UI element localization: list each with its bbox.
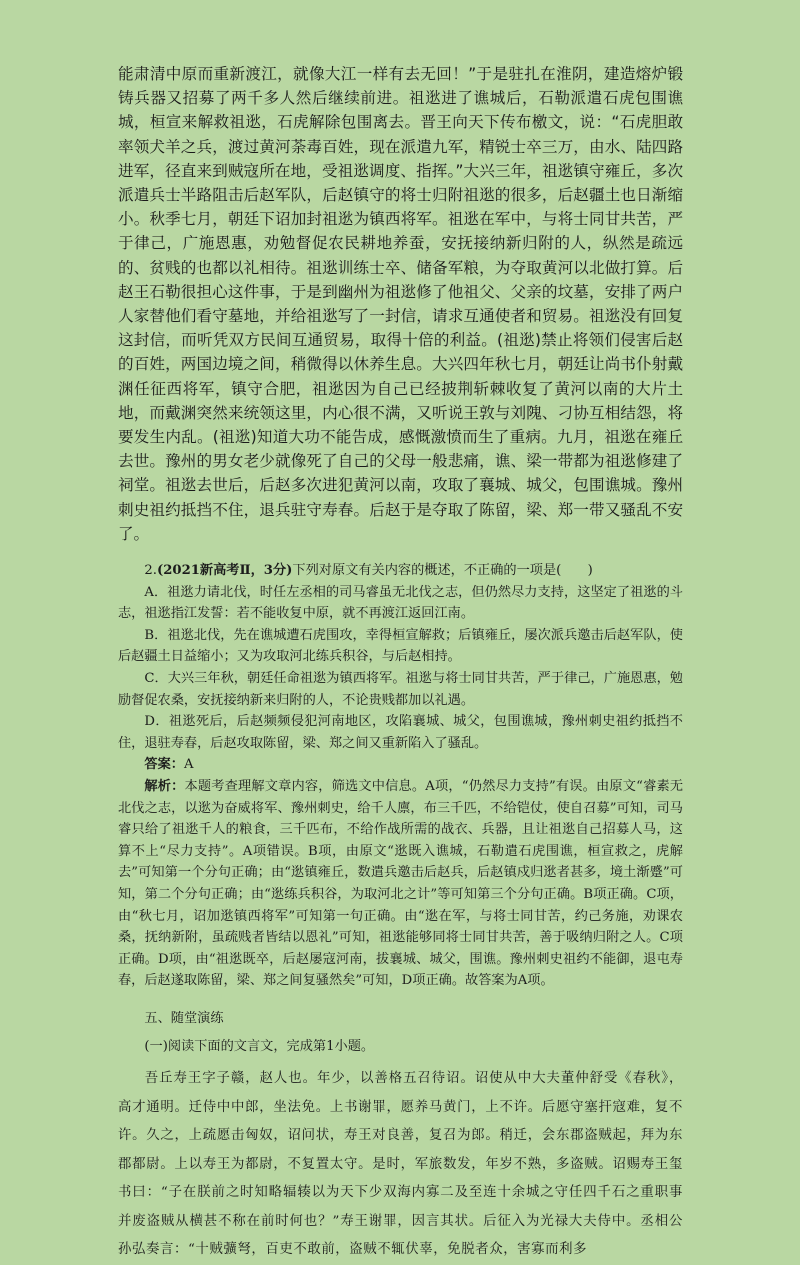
section-title: 五、随堂演练 [144,1010,224,1026]
analysis-label: 解析： [144,779,185,794]
analysis-paragraph [118,776,683,992]
practice-section [118,1008,683,1265]
analysis-text: 本题考查理解文章内容，筛选文中信息。A项，“仍然尽力支持”有误。由原文“睿素无北伐之志，以逖为奋威将军、豫州刺史，给千人廪，布三千匹，不给铠仗，使自召募”可知，司马睿只给了祖逖千人的粮食，三千匹布，不给作战所需的战衣、兵器，且让祖逖自己招募人马，这算不上“尽力支持”。A项错误。B项，由原文“逖既入谯城，石勒遣石虎围谯，桓宣救之，虎解去”可知第一个分句正确；由“逖镇雍丘，数遣兵邀击后赵兵，后赵镇戍归逖者甚多，境土渐蹙”可知，第二个分句正确；由“逖练兵积谷，为取河北之计”等可知第三个分句正确。B项正确。C项，由“秋七月，诏加逖镇西将军”可知第一句正确。由“逖在军，与将士同甘苦，约己务施，劝课农桑，抚纳新附，虽疏贱者皆结以恩礼”可知，祖逖能够同将士同甘共苦，善于吸纳归附之人。C项正确。D项，由“祖逖既卒，后赵屡寇河南，拔襄城、城父，围谯。豫州刺史祖约不能御，退屯寿春，后赵遂取陈留，梁、郑之间复骚然矣”可知，D项正确。故答案为A项。 [118,779,684,989]
answer-line [118,754,683,776]
option-d: D．祖逖死后，后赵频频侵犯河南地区，攻陷襄城、城父，包围谯城，豫州刺史祖约抵挡不住，退驻寿春，后赵攻取陈留，梁、郑之间又重新陷入了骚乱。 [118,714,683,751]
classical-passage: 吾丘寿王字子赣，赵人也。年少，以善格五召待诏。诏使从中大夫董仲舒受《春秋》，高才通明。迁侍中中郎，坐法免。上书谢罪，愿养马黄门，上不许。后愿守塞扞寇难，复不许。久之，上疏愿击匈奴，诏问状，寿王对良善，复召为郎。稍迁，会东郡盗贼起，拜为东郡都尉。上以寿王为都尉，不复置太守。是时，军旅数发，年岁不熟，多盗贼。诏赐寿王玺书曰：“子在朕前之时知略辐辏以为天下少双海内寡二及至连十余城之守任四千石之重职事并废盗贼从横甚不称在前时何也？”寿王谢罪，因言其状。后征入为光禄大夫侍中。丞相公孙弘奏言：“十贼彍弩，百吏不敢前，盗贼不辄伏辜，免脱者众，害寡而利多 [118,1071,683,1258]
section-subtitle: (一)阅读下面的文言文，完成第1小题。 [144,1038,375,1054]
answer-value: A [183,757,194,773]
question-source: (2021新高考Ⅱ，3分) [156,563,293,579]
option-a: A．祖逖力请北伐，时任左丞相的司马睿虽无北伐之志，但仍然尽力支持，这坚定了祖逖的斗志，祖逖指江发誓：若不能收复中原，就不再渡江返回江南。 [118,584,683,622]
option-b: B．祖逖北伐，先在谯城遭石虎围攻，幸得桓宣解救；后镇雍丘，屡次派兵邀击后赵军队，使后赵疆土日益缩小；又为攻取河北练兵积谷，与后赵相持。 [118,627,683,665]
document-page [118,62,683,1265]
question-stem [118,560,683,582]
option-c: C．大兴三年秋，朝廷任命祖逖为镇西将军。祖逖与将士同甘共苦，严于律己，广施恩惠，勉励督促农桑，安抚接纳新来归附的人，不论贵贱都加以礼遇。 [118,671,683,708]
question-text: 下列对原文有关内容的概述，不正确的一项是( ) [292,563,593,579]
question-block [118,560,683,992]
answer-label: 答案： [144,757,184,773]
question-number: 2. [144,563,157,579]
intro-paragraph: 能肃清中原而重新渡江，就像大江一样有去无回！”于是驻扎在淮阴，建造熔炉锻铸兵器又招募了两千多人然后继续前进。祖逖进了谯城后，石勒派遣石虎包围谯城，桓宣来解救祖逖，石虎解除包围离去。晋王向天下传布檄文，说：“石虎胆敢率领犬羊之兵，渡过黄河荼毒百姓，现在派遣九军，精锐士卒三万，由水、陆四路进军，径直来到贼寇所在地，受祖逖调度、指挥。”大兴三年，祖逖镇守雍丘，多次派遣兵士半路阻击后赵军队，后赵镇守的将士归附祖逖的很多，后赵疆土也日渐缩小。秋季七月，朝廷下诏加封祖逖为镇西将军。祖逖在军中，与将士同甘共苦，严于律己，广施恩惠，劝勉督促农民耕地养蚕，安抚接纳新归附的人，纵然是疏远的、贫贱的也都以礼相待。祖逖训练士卒、储备军粮，为夺取黄河以北做打算。后赵王石勒很担心这件事，于是到幽州为祖逖修了他祖父、父亲的坟墓，安排了两户人家替他们看守墓地，并给祖逖写了一封信，请求互通使者和贸易。祖逖没有回复这封信，而听凭双方民间互通贸易，取得十倍的利益。(祖逖)禁止将领们侵害后赵的百姓，两国边境之间，稍微得以休养生息。大兴四年秋七月，朝廷让尚书仆射戴渊任征西将军，镇守合肥，祖逖因为自己已经披荆斩棘收复了黄河以南的大片土地，而戴渊突然来统领这里，内心很不满，又听说王敦与刘隗、刁协互相结怨，将要发生内乱。(祖逖)知道大功不能告成，感慨激愤而生了重病。九月，祖逖在雍丘去世。豫州的男女老少就像死了自己的父母一般悲痛，谯、梁一带都为祖逖修建了祠堂。祖逖去世后，后赵多次进犯黄河以南，攻取了襄城、城父，包围谯城。豫州刺史祖约抵挡不住，退兵驻守寿春。后赵于是夺取了陈留，梁、郑一带又骚乱不安了。 [118,65,683,543]
